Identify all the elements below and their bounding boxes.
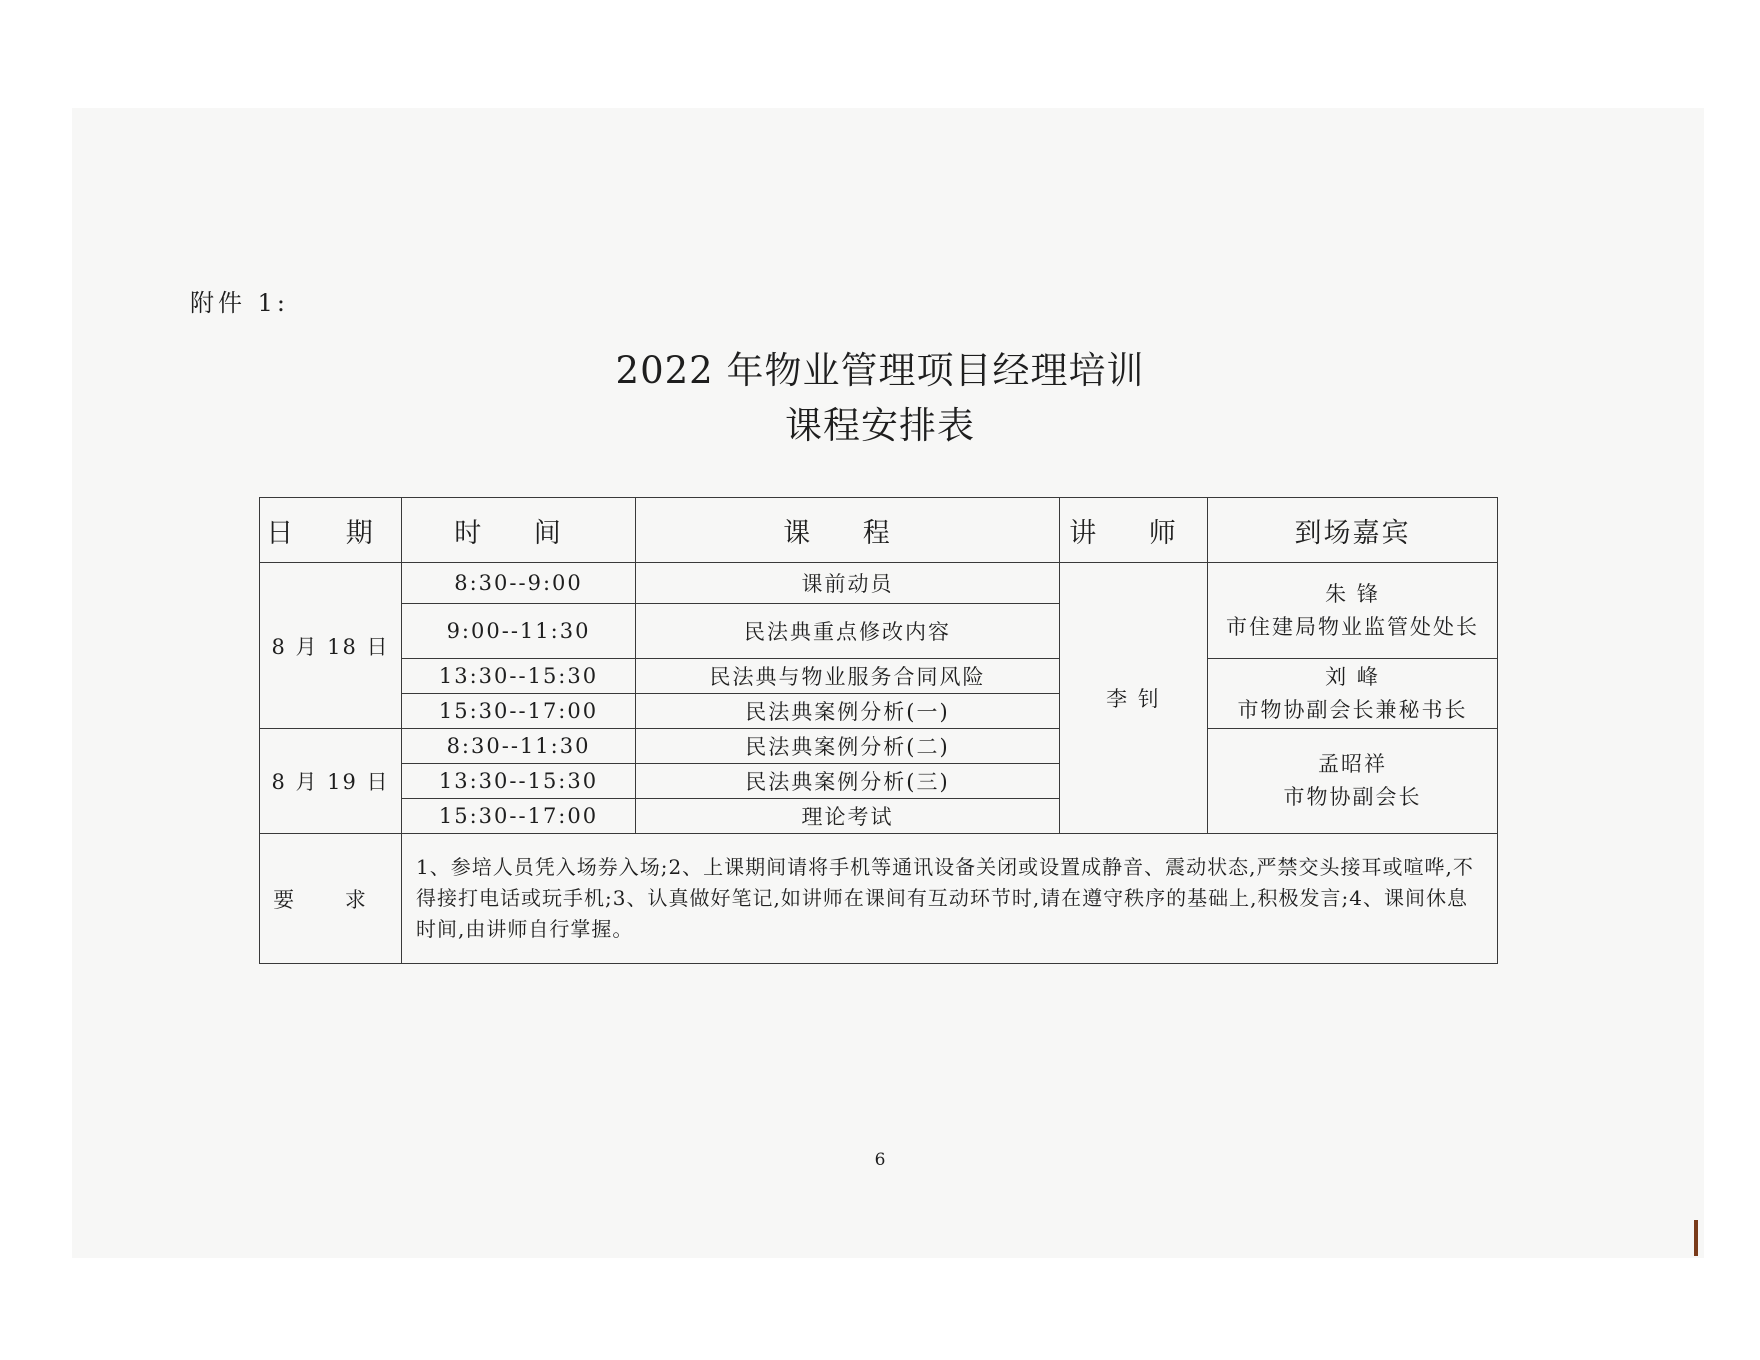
course-cell: 民法典案例分析(二) [636,729,1060,764]
requirements-text: 1、参培人员凭入场券入场;2、上课期间请将手机等通讯设备关闭或设置成静音、震动状态,严禁交头接耳或喧哗,不得接打电话或玩手机;3、认真做好笔记,如讲师在课间有互动环节时,请在遵守秩序的基础上,积极发言;4、课间休息时间,由讲师自行掌握。 [402,834,1498,964]
table-row [260,729,1498,764]
time-cell: 8:30--11:30 [402,729,636,764]
guest-cell [1208,729,1498,834]
guest-title: 市物协副会长 [1283,785,1422,809]
time-cell: 8:30--9:00 [402,563,636,604]
time-cell: 15:30--17:00 [402,799,636,834]
guest-title: 市住建局物业监管处处长 [1226,614,1479,639]
attachment-label: 附件 1: [190,289,289,317]
guest-name: 朱 锋 [1325,581,1380,606]
time-cell: 9:00--11:30 [402,604,636,659]
table-row [260,563,1498,604]
time-cell: 13:30--15:30 [402,764,636,799]
page-number: 6 [874,1150,886,1170]
time-cell: 13:30--15:30 [402,659,636,694]
course-cell: 民法典与物业服务合同风险 [636,659,1060,694]
document-subtitle: 课程安排表 [785,404,975,447]
table-row [260,659,1498,694]
guest-name: 刘 峰 [1325,664,1380,689]
header-guests: 到场嘉宾 [1208,498,1498,563]
header-time: 时 间 [402,498,636,563]
header-date: 日 期 [260,498,402,563]
guest-cell [1208,659,1498,729]
course-cell: 民法典重点修改内容 [636,604,1060,659]
lecturer-cell: 李 钊 [1060,563,1208,834]
course-cell: 民法典案例分析(一) [636,694,1060,729]
course-cell: 课前动员 [636,563,1060,604]
guest-title: 市物协副会长兼秘书长 [1237,697,1468,722]
course-cell: 民法典案例分析(三) [636,764,1060,799]
time-cell: 15:30--17:00 [402,694,636,729]
scan-edge-mark [1694,1220,1698,1256]
date-cell: 8 月 18 日 [260,563,402,729]
header-course: 课 程 [636,498,1060,563]
table-header-row [260,498,1498,563]
guest-name: 孟昭祥 [1318,752,1387,776]
date-cell: 8 月 19 日 [260,729,402,834]
schedule-table [259,497,1498,964]
guest-cell [1208,563,1498,659]
requirements-label: 要 求 [260,834,402,964]
document-title: 2022 年物业管理项目经理培训 [615,349,1145,392]
requirements-row [260,834,1498,964]
course-cell: 理论考试 [636,799,1060,834]
header-lecturer: 讲 师 [1060,498,1208,563]
